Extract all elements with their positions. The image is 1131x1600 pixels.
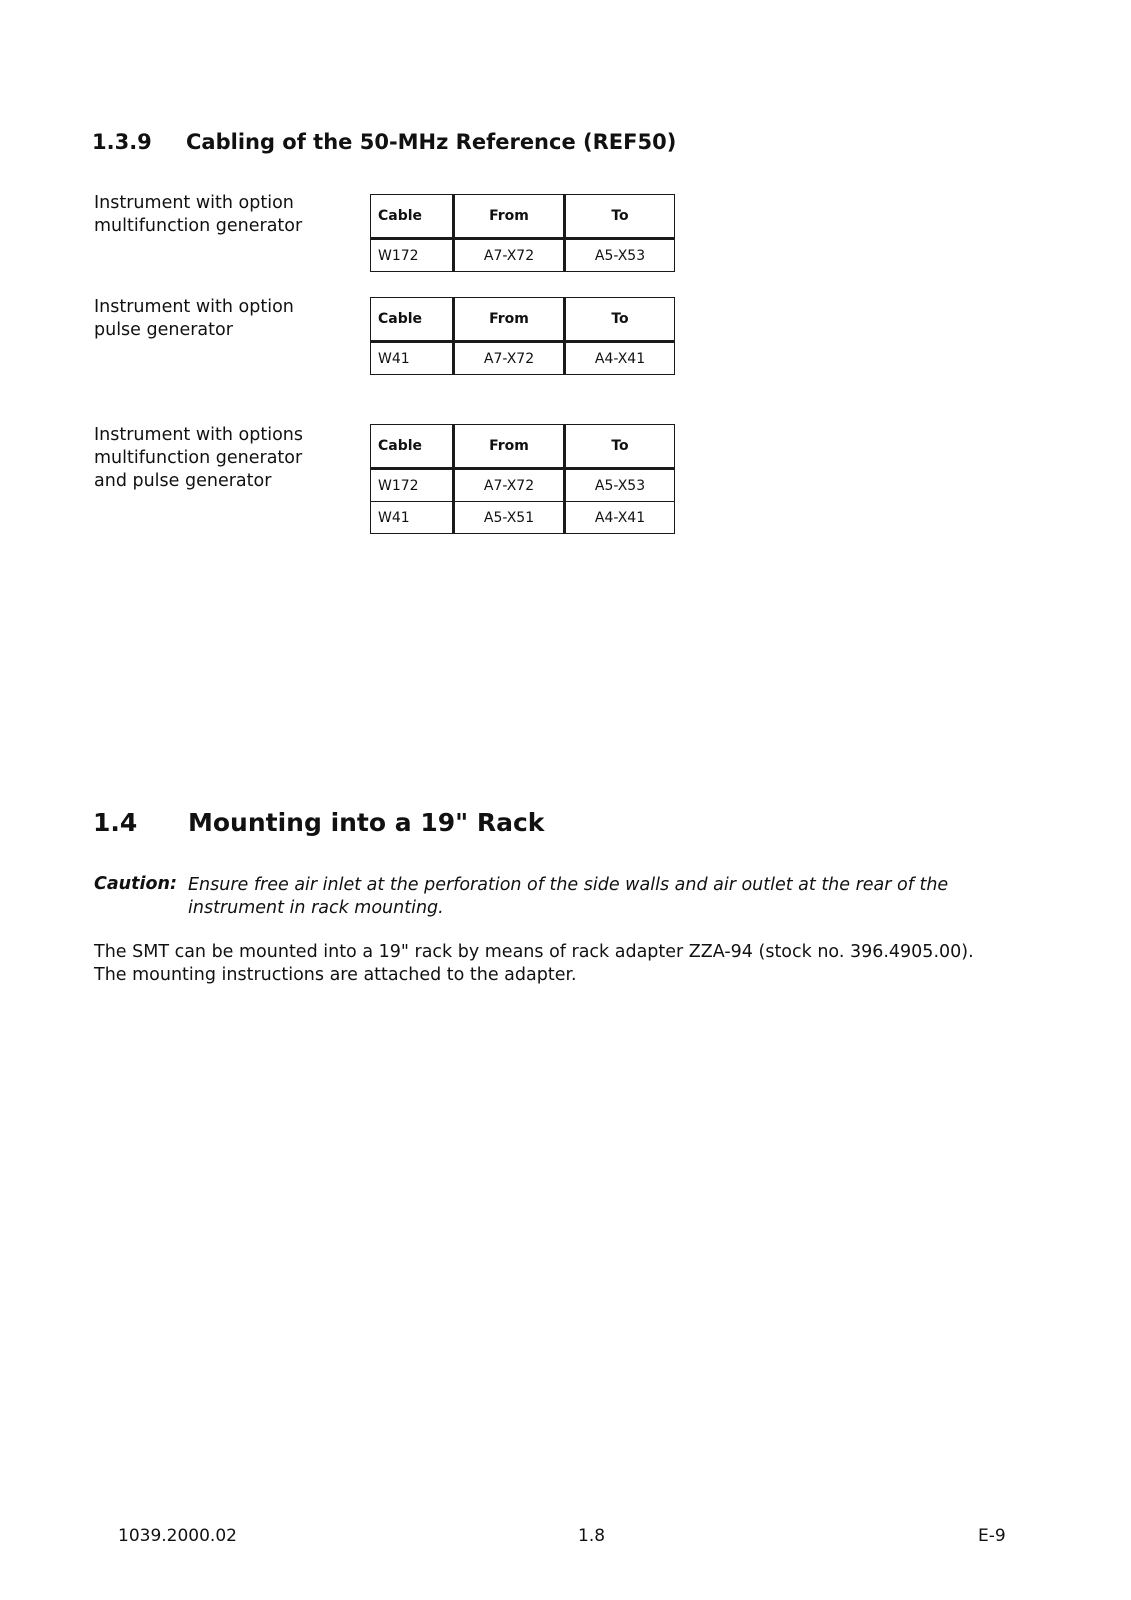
- column-header-from: From: [454, 425, 565, 469]
- column-header-from: From: [454, 298, 565, 342]
- cell-cable: W172: [371, 239, 454, 272]
- section-title: Mounting into a 19" Rack: [188, 808, 545, 837]
- column-header-from: From: [454, 195, 565, 239]
- column-header-to: To: [565, 195, 675, 239]
- cell-cable: W172: [371, 469, 454, 502]
- cabling-table: [370, 297, 675, 375]
- section-title: Cabling of the 50-MHz Reference (REF50): [186, 130, 677, 154]
- description-line: multifunction generator: [94, 448, 303, 468]
- caution-text: [188, 874, 968, 920]
- caution-line: Ensure free air inlet at the perforation of the side walls and air outlet at the rear of the: [188, 875, 949, 895]
- table-header-row: [371, 195, 675, 239]
- column-header-cable: Cable: [371, 298, 454, 342]
- cabling-description: [94, 296, 344, 342]
- table-row: [371, 239, 675, 272]
- cell-to: A4-X41: [565, 502, 675, 534]
- column-header-cable: Cable: [371, 195, 454, 239]
- cabling-description: [94, 192, 344, 238]
- footer-section: 1.8: [578, 1526, 606, 1546]
- cell-from: A7-X72: [454, 469, 565, 502]
- body-paragraph: [94, 941, 994, 987]
- body-line: The mounting instructions are attached to the adapter.: [94, 965, 577, 985]
- cell-from: A7-X72: [454, 239, 565, 272]
- caution-label: Caution:: [94, 874, 177, 894]
- description-line: pulse generator: [94, 320, 233, 340]
- table-row: [371, 469, 675, 502]
- description-line: multifunction generator: [94, 216, 303, 236]
- cell-from: A5-X51: [454, 502, 565, 534]
- column-header-to: To: [565, 425, 675, 469]
- cabling-table: [370, 424, 675, 534]
- footer-doc-number: 1039.2000.02: [118, 1526, 237, 1546]
- description-line: and pulse generator: [94, 471, 272, 491]
- section-number: 1.4: [93, 808, 138, 837]
- description-line: Instrument with options: [94, 425, 303, 445]
- body-line: The SMT can be mounted into a 19" rack by means of rack adapter ZZA-94 (stock no. 396.4905.00).: [94, 942, 974, 962]
- cabling-table: [370, 194, 675, 272]
- cell-to: A4-X41: [565, 342, 675, 375]
- table-row: [371, 342, 675, 375]
- table-header-row: [371, 425, 675, 469]
- description-line: Instrument with option: [94, 193, 294, 213]
- column-header-to: To: [565, 298, 675, 342]
- cell-cable: W41: [371, 502, 454, 534]
- section-number: 1.3.9: [92, 130, 152, 154]
- table-row: [371, 502, 675, 534]
- cell-to: A5-X53: [565, 239, 675, 272]
- cell-from: A7-X72: [454, 342, 565, 375]
- table-header-row: [371, 298, 675, 342]
- footer-page-number: E-9: [978, 1526, 1006, 1546]
- cell-to: A5-X53: [565, 469, 675, 502]
- column-header-cable: Cable: [371, 425, 454, 469]
- cabling-description: [94, 424, 344, 493]
- caution-line: instrument in rack mounting.: [188, 898, 444, 918]
- description-line: Instrument with option: [94, 297, 294, 317]
- cell-cable: W41: [371, 342, 454, 375]
